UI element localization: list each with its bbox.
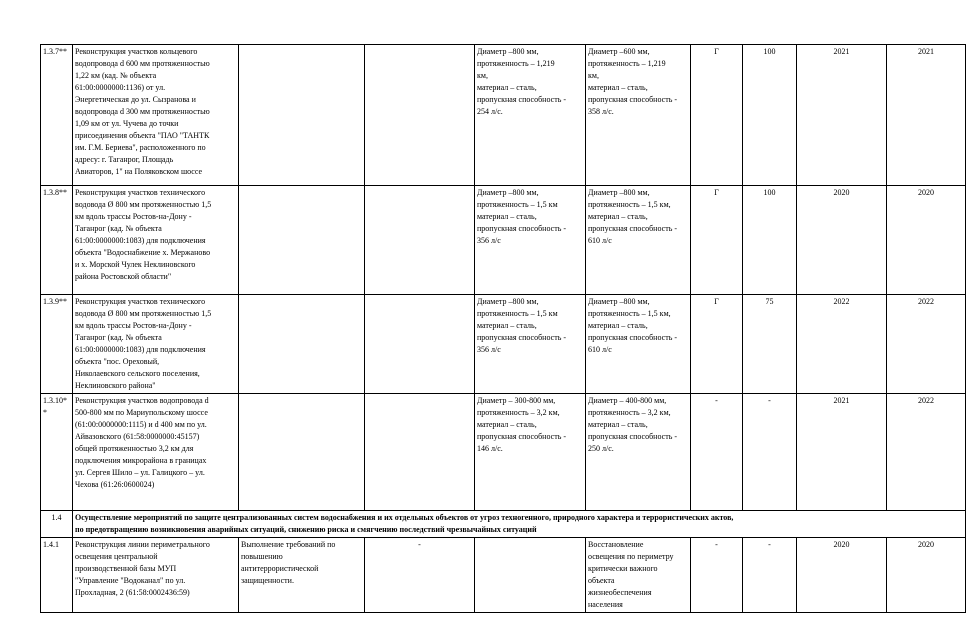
tech-result: Восстановление освещения по периметру критически важного объекта жизнеобеспечения населения (586, 538, 691, 613)
tech-before (365, 394, 475, 511)
unit: Г (691, 186, 743, 295)
tech-design: Диаметр –800 мм, протяженность – 1,5 км материал – сталь, пропускная способность - 356 л/с (475, 186, 586, 295)
tech-result: Диаметр –600 мм, протяженность – 1,219 км, материал – сталь, пропускная способность - 358 л/с. (586, 45, 691, 186)
end-year: 2022 (887, 295, 966, 394)
value: 100 (743, 45, 797, 186)
tech-result: Диаметр –800 мм, протяженность – 1,5 км, материал – сталь, пропускная способность - 610 л/с (586, 295, 691, 394)
start-year: 2021 (797, 394, 887, 511)
table-row (41, 186, 966, 295)
end-year: 2020 (887, 538, 966, 613)
tech-design: Диаметр –800 мм, протяженность – 1,219 км, материал – сталь, пропускная способность - 254 л/с. (475, 45, 586, 186)
tech-before (365, 45, 475, 186)
tech-result: Диаметр –800 мм, протяженность – 1,5 км, материал – сталь, пропускная способность - 610 л/с (586, 186, 691, 295)
tech-before: - (365, 538, 475, 613)
measure-name: Реконструкция линии периметрального освещения центральной производственной базы МУП "Управление "Водоканал" по ул. Прохладная, 2 (61:58:0002436:59) (73, 538, 239, 613)
start-year: 2020 (797, 538, 887, 613)
unit: - (691, 538, 743, 613)
measure-goal (239, 295, 365, 394)
end-year: 2020 (887, 186, 966, 295)
end-year: 2022 (887, 394, 966, 511)
section-title: Осуществление мероприятий по защите централизованных систем водоснабжения и их отдельных объектов от угроз техногенного, природного характера и террористических актов, по предотвращению возникновения аварийных ситуаций, снижению риска и смягчению последствий чрезвычайных ситуаций (73, 511, 966, 538)
start-year: 2020 (797, 186, 887, 295)
measure-goal (239, 45, 365, 186)
row-number: 1.3.7** (41, 45, 73, 186)
tech-design (475, 538, 586, 613)
measures-table (40, 44, 966, 613)
table-row (41, 394, 966, 511)
table-row (41, 538, 966, 613)
unit: Г (691, 45, 743, 186)
measure-name: Реконструкция участков кольцевого водопровода d 600 мм протяженностью 1,22 км (кад. № объекта 61:00:0000000:1136) от ул. Энергетическая до ул. Сызранова и водопровода d 300 мм протяженностью 1,09 км от ул. Чучева до точки присоединения объекта "ПАО "ТАНТК им. Г.М. Бериева", расположенного по адресу: г. Таганрог, Площадь Авиаторов, 1" на Поляковском шоссе (73, 45, 239, 186)
measure-goal: Выполнение требований по повышению антитеррористической защищенности. (239, 538, 365, 613)
tech-design: Диаметр – 300-800 мм, протяженность – 3,2 км, материал – сталь, пропускная способность - 146 л/с. (475, 394, 586, 511)
start-year: 2022 (797, 295, 887, 394)
unit: - (691, 394, 743, 511)
section-number: 1.4 (41, 511, 73, 538)
unit: Г (691, 295, 743, 394)
table-row (41, 295, 966, 394)
table-row (41, 45, 966, 186)
measure-goal (239, 186, 365, 295)
tech-before (365, 295, 475, 394)
end-year: 2021 (887, 45, 966, 186)
tech-before (365, 186, 475, 295)
measure-name: Реконструкция участков технического водовода Ø 800 мм протяженностью 1,5 км вдоль трассы Ростов-на-Дону - Таганрог (кад. № объекта 61:00:0000000:1083) для подключения объекта "пос. Ореховый, Николаевского сельского поселения, Неклиновского района" (73, 295, 239, 394)
tech-result: Диаметр – 400-800 мм, протяженность – 3,2 км, материал – сталь, пропускная способность - 250 л/с. (586, 394, 691, 511)
measure-name: Реконструкция участков водопровода d 500-800 мм по Мариупольскому шоссе (61:00:0000000:1115) и d 400 мм по ул. Айвазовского (61:58:0000000:45157) общей протяженностью 3,2 км для подключения микрорайона в границах ул. Сергея Шило – ул. Галицкого – ул. Чехова (61:26:0600024) (73, 394, 239, 511)
row-number: 1.3.8** (41, 186, 73, 295)
tech-design: Диаметр –800 мм, протяженность – 1,5 км материал – сталь, пропускная способность - 356 л/с (475, 295, 586, 394)
value: 100 (743, 186, 797, 295)
row-number: 1.3.9** (41, 295, 73, 394)
measure-goal (239, 394, 365, 511)
measure-name: Реконструкция участков технического водовода Ø 800 мм протяженностью 1,5 км вдоль трассы Ростов-на-Дону - Таганрог (кад. № объекта 61:00:0000000:1083) для подключения объекта "Водоснабжение х. Мержаново и х. Морской Чулек Неклиновского района Ростовской области" (73, 186, 239, 295)
start-year: 2021 (797, 45, 887, 186)
value: - (743, 394, 797, 511)
value: 75 (743, 295, 797, 394)
value: - (743, 538, 797, 613)
row-number: 1.4.1 (41, 538, 73, 613)
section-row (41, 511, 966, 538)
row-number: 1.3.10* * (41, 394, 73, 511)
